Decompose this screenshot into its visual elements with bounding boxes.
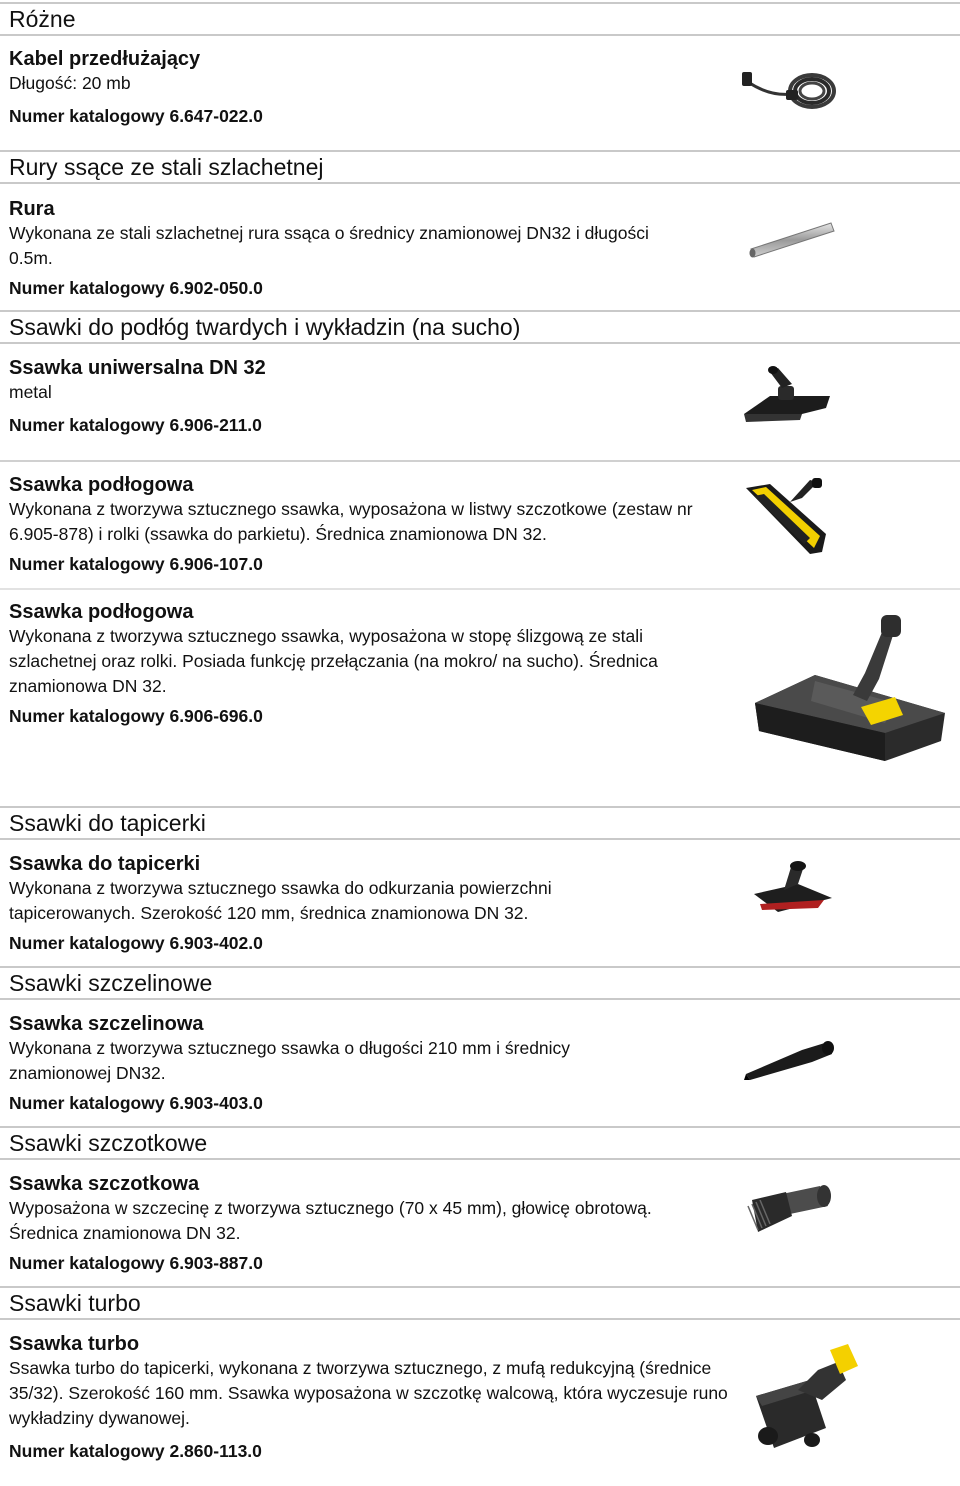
product-description: Wykonana z tworzywa sztucznego ssawka, wyposażona w listwy szczotkowe (zestaw nr 6.905-878) i rolki (ssawka do parkietu). Średnica znamionowa DN 32. xyxy=(9,499,693,544)
product-item xyxy=(9,1172,739,1276)
section-heading: Ssawki do podłóg twardych i wykładzin (na sucho) xyxy=(0,310,960,344)
section-floor-nozzles xyxy=(0,310,960,344)
product-catalog-number: Numer katalogowy 6.906-211.0 xyxy=(9,415,262,435)
product-title: Ssawka podłogowa xyxy=(9,474,194,496)
product-item xyxy=(9,356,739,438)
product-item xyxy=(9,197,739,301)
product-catalog-number: Numer katalogowy 6.903-403.0 xyxy=(9,1093,263,1113)
turbo-nozzle-image xyxy=(748,1340,863,1455)
switchable-floor-nozzle-image xyxy=(745,615,955,765)
section-brush-nozzles xyxy=(0,1126,960,1160)
product-description: Wykonana ze stali szlachetnej rura ssąca o średnicy znamionowej DN32 i długości 0.5m. xyxy=(9,223,649,268)
crevice-nozzle-image xyxy=(742,1036,837,1086)
product-title: Rura xyxy=(9,198,55,220)
section-heading: Ssawki do tapicerki xyxy=(0,806,960,840)
parquet-nozzle-image xyxy=(740,478,835,558)
section-crevice-nozzles xyxy=(0,966,960,1000)
product-catalog-number: Numer katalogowy 6.902-050.0 xyxy=(9,278,263,298)
product-description: Wykonana z tworzywa sztucznego ssawka do odkurzania powierzchni tapicerowanych. Szerokość 120 mm, średnica znamionowa DN 32. xyxy=(9,878,552,923)
product-description: Wykonana z tworzywa sztucznego ssawka o długości 210 mm i średnicy znamionowej DN32. xyxy=(9,1038,571,1083)
section-turbo-nozzles xyxy=(0,1286,960,1320)
product-item xyxy=(9,1332,739,1464)
steel-tube-image xyxy=(745,215,840,265)
product-title: Ssawka uniwersalna DN 32 xyxy=(9,357,266,379)
product-item xyxy=(9,473,739,577)
product-catalog-number: Numer katalogowy 6.906-107.0 xyxy=(9,554,263,574)
product-description: Ssawka turbo do tapicerki, wykonana z tworzywa sztucznego, z mufą redukcyjną (średnice 35/32). Szerokość 160 mm. Ssawka wyposażona w szczotkę walcową, która wyczesuje runo wykładziny dywanowej. xyxy=(9,1358,728,1428)
product-catalog-number: Numer katalogowy 6.903-887.0 xyxy=(9,1253,263,1273)
product-title: Ssawka szczotkowa xyxy=(9,1173,200,1195)
section-steel-tubes xyxy=(0,150,960,184)
product-catalog-number: Numer katalogowy 6.903-402.0 xyxy=(9,933,263,953)
product-description: Wykonana z tworzywa sztucznego ssawka, wyposażona w stopę ślizgową ze stali szlachetnej oraz rolki. Posiada funkcję przełączania (na mokro/ na sucho). Średnica znamionowa DN 32. xyxy=(9,626,658,696)
brush-nozzle-image xyxy=(742,1180,834,1245)
universal-nozzle-image xyxy=(740,362,835,427)
extension-cable-image xyxy=(740,60,840,120)
section-heading: Ssawki szczotkowe xyxy=(0,1126,960,1160)
divider xyxy=(0,588,960,590)
product-description: Długość: 20 mb xyxy=(9,73,131,93)
product-title: Ssawka do tapicerki xyxy=(9,853,201,875)
product-catalog-number: Numer katalogowy 6.906-696.0 xyxy=(9,706,263,726)
section-heading: Rury ssące ze stali szlachetnej xyxy=(0,150,960,184)
section-heading: Różne xyxy=(0,2,960,36)
section-heading: Ssawki turbo xyxy=(0,1286,960,1320)
product-catalog-number: Numer katalogowy 2.860-113.0 xyxy=(9,1441,262,1461)
product-catalog-number: Numer katalogowy 6.647-022.0 xyxy=(9,106,263,126)
product-title: Ssawka szczelinowa xyxy=(9,1013,204,1035)
divider xyxy=(0,460,960,462)
upholstery-nozzle-image xyxy=(748,860,838,920)
product-item xyxy=(9,600,739,729)
product-title: Kabel przedłużający xyxy=(9,48,201,70)
product-item xyxy=(9,47,739,129)
product-title: Ssawka turbo xyxy=(9,1333,140,1355)
section-heading: Ssawki szczelinowe xyxy=(0,966,960,1000)
section-upholstery-nozzles xyxy=(0,806,960,840)
product-item xyxy=(9,852,739,956)
product-description: metal xyxy=(9,382,52,402)
section-misc xyxy=(0,2,960,36)
product-title: Ssawka podłogowa xyxy=(9,601,194,623)
product-item xyxy=(9,1012,739,1116)
product-description: Wyposażona w szczecinę z tworzywa sztucznego (70 x 45 mm), głowicę obrotową. Średnica znamionowa DN 32. xyxy=(9,1198,652,1243)
